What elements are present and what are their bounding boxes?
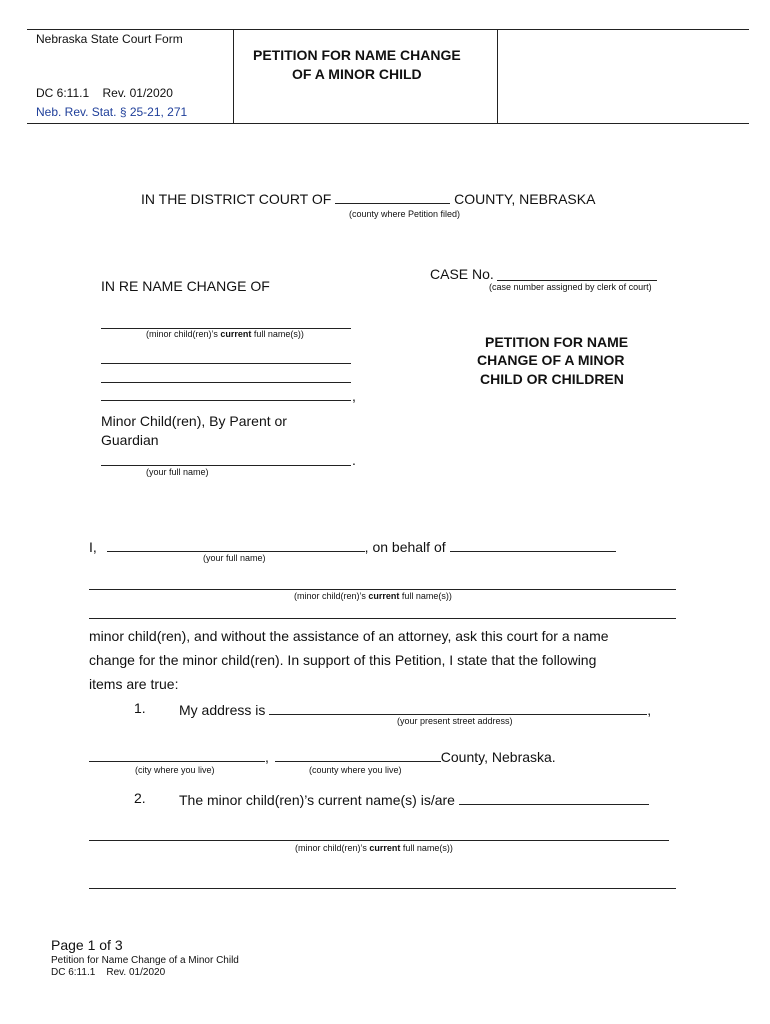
petitioner-name-hint: (your full name)	[203, 553, 266, 563]
current-hint-bold: current	[369, 843, 401, 853]
county-hint: (county where Petition filed)	[349, 209, 461, 219]
city-county-line	[89, 747, 556, 765]
doc-title-line2: CHANGE OF A MINOR	[477, 352, 625, 368]
i-label: I,	[89, 539, 97, 555]
item1-label: My address is	[179, 702, 266, 718]
children-hint-bold: current	[368, 591, 400, 601]
doc-title-line1: PETITION FOR NAME	[485, 334, 629, 350]
street-address-field[interactable]	[269, 700, 647, 715]
county-suffix: County, Nebraska.	[440, 749, 556, 765]
child-name-hint	[146, 329, 304, 339]
body-para-line3: items are true:	[89, 676, 179, 692]
doc-title-line3: CHILD OR CHILDREN	[480, 371, 624, 387]
on-behalf-label: , on behalf of	[364, 539, 446, 555]
children-names-line-1[interactable]	[89, 589, 676, 590]
form-revision: Rev. 01/2020	[102, 86, 173, 100]
header-divider-left	[233, 29, 234, 123]
footer-code: DC 6:11.1 Rev. 01/2020	[51, 967, 166, 978]
county-field[interactable]	[335, 189, 450, 204]
current-hint-pre: (minor child(ren)’s	[295, 843, 370, 853]
petitioner-name-field[interactable]	[107, 537, 365, 552]
guardian-name-line[interactable]	[101, 465, 351, 466]
agency-name: Nebraska State Court Form	[36, 32, 183, 46]
county-residence-hint: (county where you live)	[309, 765, 402, 775]
current-names-hint	[295, 843, 453, 853]
city-comma: ,	[265, 749, 269, 765]
body-para-line1: minor child(ren), and without the assistance of an attorney, ask this court for a name	[89, 628, 609, 644]
item1-number: 1.	[134, 700, 146, 716]
children-names-line-2[interactable]	[89, 618, 676, 619]
on-behalf-field[interactable]	[450, 537, 616, 552]
court-prefix: IN THE DISTRICT COURT OF	[141, 191, 332, 207]
header-title-line2: OF A MINOR CHILD	[292, 66, 422, 82]
item2-label: The minor child(ren)’s current name(s) is/are	[179, 792, 455, 808]
form-code-number: DC 6:11.1	[36, 86, 90, 100]
child-hint-bold: current	[220, 329, 252, 339]
caption-comma: ,	[352, 388, 356, 404]
city-field[interactable]	[89, 747, 265, 762]
page-number: Page 1 of 3	[51, 937, 123, 953]
children-hint-post: full name(s))	[399, 591, 452, 601]
city-hint: (city where you live)	[135, 765, 215, 775]
item2-line	[179, 790, 649, 808]
child-hint-pre: (minor child(ren)’s	[146, 329, 221, 339]
item2-number: 2.	[134, 790, 146, 806]
in-re-label: IN RE NAME CHANGE OF	[101, 278, 270, 294]
guardian-name-hint: (your full name)	[146, 467, 209, 477]
child-name-line-2[interactable]	[101, 363, 351, 364]
case-number-field[interactable]	[497, 280, 657, 281]
minor-label-line1: Minor Child(ren), By Parent or	[101, 413, 287, 429]
current-names-line-2[interactable]	[89, 888, 676, 889]
child-name-line-4[interactable]	[101, 400, 351, 401]
caption-period: .	[352, 452, 356, 468]
petitioner-line	[89, 537, 616, 555]
statute-link[interactable]: Neb. Rev. Stat. § 25-21, 271	[36, 105, 188, 119]
body-para-line2: change for the minor child(ren). In support of this Petition, I state that the following	[89, 652, 597, 668]
current-hint-post: full name(s))	[400, 843, 453, 853]
case-number-label: CASE No.	[430, 266, 494, 282]
child-name-line-3[interactable]	[101, 382, 351, 383]
court-suffix: COUNTY, NEBRASKA	[454, 191, 596, 207]
header-bottom-rule	[27, 123, 749, 124]
court-line	[141, 189, 595, 207]
children-names-hint	[294, 591, 452, 601]
header-top-rule	[27, 29, 749, 30]
form-code	[36, 86, 173, 100]
county-of-residence-field[interactable]	[275, 747, 441, 762]
street-address-hint: (your present street address)	[397, 716, 513, 726]
case-number-hint: (case number assigned by clerk of court)	[489, 282, 652, 292]
minor-label-line2: Guardian	[101, 432, 159, 448]
footer-title: Petition for Name Change of a Minor Child	[51, 955, 239, 966]
header-divider-right	[497, 29, 498, 123]
item1-comma: ,	[647, 702, 652, 718]
current-names-field[interactable]	[459, 790, 649, 805]
child-hint-post: full name(s))	[251, 329, 304, 339]
header-title-line1: PETITION FOR NAME CHANGE	[253, 47, 461, 63]
current-names-line-1[interactable]	[89, 840, 669, 841]
children-hint-pre: (minor child(ren)’s	[294, 591, 369, 601]
